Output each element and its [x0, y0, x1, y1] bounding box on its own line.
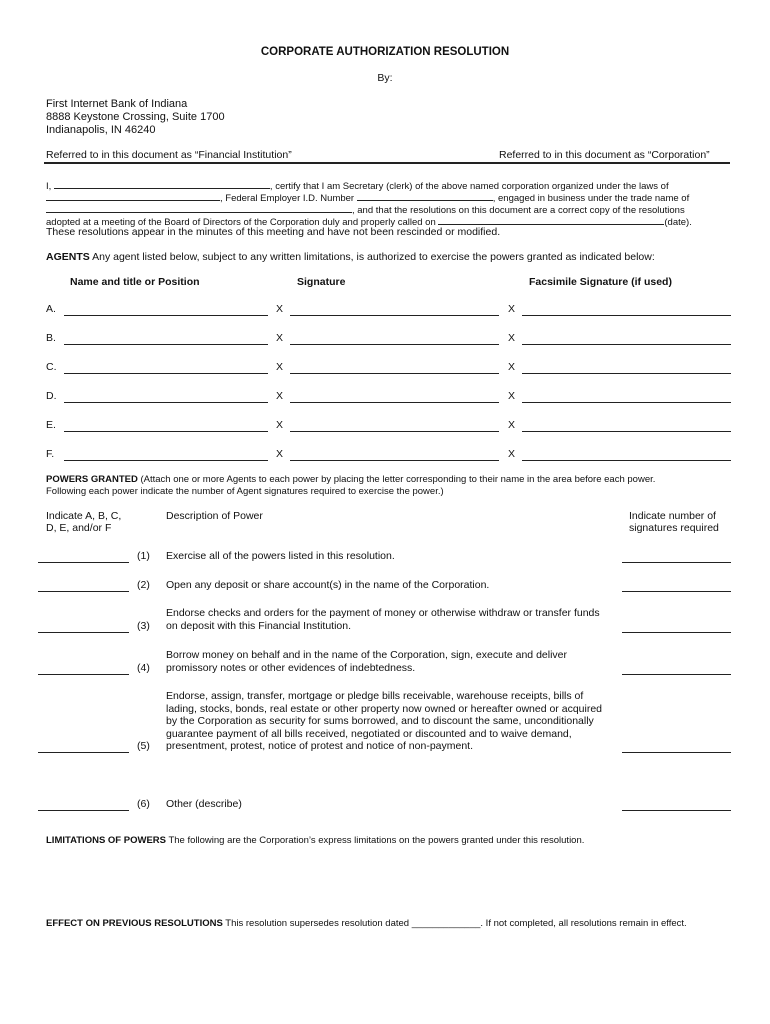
- agent-name-field[interactable]: [64, 431, 268, 432]
- certify-text-1: , certify that I am Secretary (clerk) of the above named corporation organized under the laws of: [269, 181, 669, 192]
- power-description-line: by the Corporation as security for sums borrowed, and to discount the same, unconditionally: [166, 715, 594, 728]
- signature-x-mark: X: [276, 390, 284, 402]
- power-signatures-required-field[interactable]: [622, 752, 731, 753]
- meeting-date-field[interactable]: [438, 214, 664, 225]
- powers-text-1: (Attach one or more Agents to each power by placing the letter corresponding to their name in the area before each power.: [140, 474, 656, 485]
- institution-name: First Internet Bank of Indiana: [46, 98, 188, 110]
- trade-name-field[interactable]: [46, 202, 352, 213]
- power-description-line: Open any deposit or share account(s) in the name of the Corporation.: [166, 579, 490, 591]
- signature-x-mark: X: [276, 419, 284, 431]
- power-agent-letters-field[interactable]: [38, 591, 129, 592]
- power-description-line: promissory notes or other evidences of indebtedness.: [166, 661, 416, 674]
- certify-text-2: , Federal Employer I.D. Number: [220, 193, 355, 204]
- power-signatures-required-field[interactable]: [622, 562, 731, 563]
- agent-signature-field[interactable]: [290, 315, 499, 316]
- agent-signature-field[interactable]: [290, 344, 499, 345]
- powers-heading: POWERS GRANTED: [46, 474, 138, 485]
- agent-name-field[interactable]: [64, 344, 268, 345]
- agent-row-letter: D.: [46, 390, 57, 402]
- power-agent-letters-field[interactable]: [38, 810, 129, 811]
- agent-name-field[interactable]: [64, 373, 268, 374]
- facsimile-x-mark: X: [508, 361, 516, 373]
- agent-row-letter: B.: [46, 332, 56, 344]
- powers-col-indicate-1: Indicate A, B, C,: [46, 510, 122, 522]
- agent-signature-field[interactable]: [290, 431, 499, 432]
- effect-text-1: This resolution supersedes resolution dated: [225, 918, 410, 929]
- power-number: (1): [137, 550, 150, 562]
- agent-signature-field[interactable]: [290, 373, 499, 374]
- facsimile-x-mark: X: [508, 419, 516, 431]
- power-description-line: lading, stocks, bonds, real estate or other property now owned or hereafter owned or acquired: [166, 702, 603, 715]
- power-agent-letters-field[interactable]: [38, 752, 129, 753]
- referred-financial-institution: Referred to in this document as “Financial Institution”: [46, 149, 292, 161]
- limitations-heading: LIMITATIONS OF POWERS: [46, 835, 166, 846]
- agents-text: Any agent listed below, subject to any written limitations, is authorized to exercise the powers granted as indicated below:: [92, 251, 655, 263]
- power-description-line: Endorse, assign, transfer, mortgage or pledge bills receivable, warehouse receipts, bills of: [166, 690, 584, 702]
- power-signatures-required-field[interactable]: [622, 632, 731, 633]
- agent-facsimile-field[interactable]: [522, 344, 731, 345]
- power-signatures-required-field[interactable]: [622, 591, 731, 592]
- power-signatures-required-field[interactable]: [622, 810, 731, 811]
- secretary-name-field[interactable]: [54, 178, 270, 189]
- power-description-line: presentment, protest, notice of protest and notice of non-payment.: [166, 740, 474, 753]
- agent-signature-field[interactable]: [290, 402, 499, 403]
- power-description-line: Borrow money on behalf and in the name of the Corporation, sign, execute and deliver: [166, 649, 567, 661]
- effect-heading: EFFECT ON PREVIOUS RESOLUTIONS: [46, 918, 223, 929]
- agents-col-signature: Signature: [297, 276, 346, 288]
- power-signatures-required-field[interactable]: [622, 674, 731, 675]
- document-title: CORPORATE AUTHORIZATION RESOLUTION: [260, 46, 510, 58]
- agent-facsimile-field[interactable]: [522, 373, 731, 374]
- agent-name-field[interactable]: [64, 460, 268, 461]
- certify-date-suffix: (date).: [664, 217, 692, 228]
- power-number: (4): [137, 661, 150, 674]
- certify-line-5: These resolutions appear in the minutes of this meeting and have not been rescinded or modified.: [46, 226, 501, 238]
- signature-x-mark: X: [276, 448, 284, 460]
- state-of-incorporation-field[interactable]: [46, 190, 220, 201]
- power-number: (2): [137, 579, 150, 591]
- agent-facsimile-field[interactable]: [522, 460, 731, 461]
- facsimile-x-mark: X: [508, 448, 516, 460]
- agent-name-field[interactable]: [64, 402, 268, 403]
- agents-heading: AGENTS: [46, 251, 90, 263]
- agent-facsimile-field[interactable]: [522, 402, 731, 403]
- institution-address-line1: 8888 Keystone Crossing, Suite 1700: [46, 111, 225, 123]
- power-agent-letters-field[interactable]: [38, 632, 129, 633]
- agents-col-name: Name and title or Position: [70, 276, 200, 288]
- certify-i-label: I,: [46, 181, 52, 192]
- powers-col-number-1: Indicate number of: [629, 510, 716, 522]
- powers-col-indicate-2: D, E, and/or F: [46, 522, 112, 534]
- power-agent-letters-field[interactable]: [38, 562, 129, 563]
- certify-text-4: , and that the resolutions on this document are a correct copy of the resolutions: [352, 205, 685, 216]
- limitations-section: [46, 835, 584, 846]
- facsimile-x-mark: X: [508, 332, 516, 344]
- certify-text-5: adopted at a meeting of the Board of Directors of the Corporation duly and properly called on: [46, 217, 436, 228]
- agent-row-letter: E.: [46, 419, 56, 431]
- agent-facsimile-field[interactable]: [522, 431, 731, 432]
- agent-row-letter: A.: [46, 303, 56, 315]
- effect-text-2: . If not completed, all resolutions remain in effect.: [480, 918, 687, 929]
- header-divider: [44, 162, 730, 164]
- agent-row-letter: F.: [46, 448, 55, 460]
- agents-intro: [46, 251, 655, 263]
- agent-signature-field[interactable]: [290, 460, 499, 461]
- power-description-line: Exercise all of the powers listed in this resolution.: [166, 550, 395, 562]
- powers-intro-line1: [46, 474, 655, 485]
- power-description-line: Endorse checks and orders for the payment of money or otherwise withdraw or transfer funds: [166, 607, 600, 619]
- signature-x-mark: X: [276, 332, 284, 344]
- agent-row-letter: C.: [46, 361, 57, 373]
- power-description-line: on deposit with this Financial Institution.: [166, 619, 352, 632]
- institution-address-line2: Indianapolis, IN 46240: [46, 124, 156, 136]
- power-number: (3): [137, 619, 150, 632]
- by-label: By:: [377, 72, 393, 84]
- powers-col-number-2: signatures required: [629, 522, 719, 534]
- power-number: (6): [137, 798, 150, 810]
- power-agent-letters-field[interactable]: [38, 674, 129, 675]
- facsimile-x-mark: X: [508, 303, 516, 315]
- limitations-text: The following are the Corporation’s express limitations on the powers granted under this resolution.: [168, 835, 585, 846]
- power-description-line: Other (describe): [166, 798, 242, 810]
- powers-col-description: Description of Power: [166, 510, 263, 522]
- signature-x-mark: X: [276, 361, 284, 373]
- signature-x-mark: X: [276, 303, 284, 315]
- powers-intro-line2: Following each power indicate the number of Agent signatures required to exercise the power.): [46, 486, 444, 497]
- power-number: (5): [137, 740, 150, 753]
- facsimile-x-mark: X: [508, 390, 516, 402]
- referred-corporation: Referred to in this document as “Corporation”: [499, 149, 710, 161]
- power-description-line: guarantee payment of all bills received, negotiated or discounted and to waive demand,: [166, 727, 572, 740]
- previous-resolution-date-field[interactable]: _____________: [411, 918, 481, 929]
- effect-section: [46, 918, 687, 929]
- federal-employer-id-field[interactable]: [357, 190, 493, 201]
- certify-text-3: , engaged in business under the trade name of: [492, 193, 690, 204]
- agent-facsimile-field[interactable]: [522, 315, 731, 316]
- agents-col-facsimile: Facsimile Signature (if used): [529, 276, 672, 288]
- agent-name-field[interactable]: [64, 315, 268, 316]
